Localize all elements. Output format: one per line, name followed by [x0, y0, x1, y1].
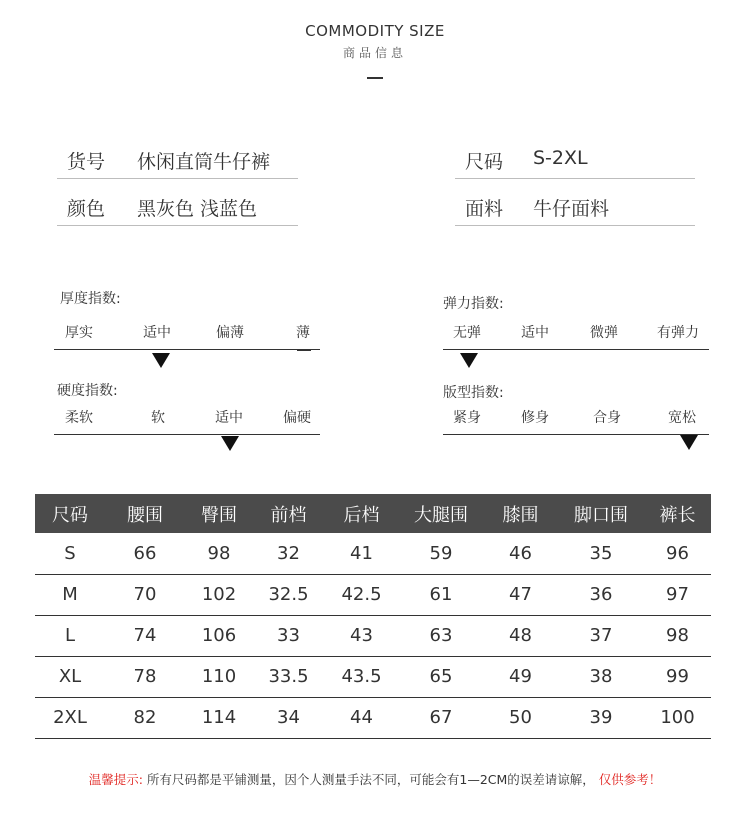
header-length: 裤长	[644, 494, 711, 533]
thickness-end-mark	[297, 349, 311, 351]
hardness-option: 适中	[215, 410, 243, 426]
thickness-option: 适中	[143, 325, 171, 341]
table-cell: 114	[185, 697, 253, 738]
fit-option: 合身	[593, 410, 621, 426]
hardness-pointer-icon	[221, 436, 239, 451]
table-cell: M	[35, 574, 105, 615]
table-cell: 46	[483, 533, 558, 574]
info-fabric	[455, 190, 695, 226]
table-row	[35, 533, 711, 574]
header-back-rise: 后档	[324, 494, 399, 533]
hardness-option: 偏硬	[283, 410, 311, 426]
table-cell: 2XL	[35, 697, 105, 738]
thickness-option: 厚实	[65, 325, 93, 341]
table-cell: 82	[105, 697, 185, 738]
thickness-title: 厚度指数:	[60, 291, 121, 307]
page-header	[0, 22, 750, 79]
fabric-value: 牛仔面料	[533, 198, 610, 220]
header-front-rise: 前档	[253, 494, 324, 533]
table-cell: 33.5	[253, 656, 324, 697]
info-size	[455, 143, 695, 179]
hardness-scale	[54, 407, 320, 435]
table-cell: 106	[185, 615, 253, 656]
item-no-value: 休闲直筒牛仔裤	[137, 151, 271, 173]
header-leg-opening: 脚口围	[558, 494, 644, 533]
table-cell: 36	[558, 574, 644, 615]
elasticity-title: 弹力指数:	[443, 296, 504, 312]
fit-pointer-icon	[680, 435, 698, 450]
hardness-option: 软	[151, 410, 165, 426]
table-cell: 32	[253, 533, 324, 574]
title-cn: 商品信息	[342, 46, 407, 60]
table-cell: 48	[483, 615, 558, 656]
fabric-label: 面料	[465, 198, 504, 220]
table-cell: 66	[105, 533, 185, 574]
size-note	[0, 770, 750, 788]
table-cell: 33	[253, 615, 324, 656]
table-cell: 98	[644, 615, 711, 656]
elasticity-option: 适中	[521, 325, 549, 341]
fit-title: 版型指数:	[443, 385, 504, 401]
header-size: 尺码	[35, 494, 105, 533]
title-en: COMMODITY SIZE	[305, 22, 445, 40]
info-item-no	[57, 143, 298, 179]
note-emphasis: 仅供参考！	[598, 772, 662, 787]
item-no-label: 货号	[67, 151, 106, 173]
table-cell: L	[35, 615, 105, 656]
table-cell: 32.5	[253, 574, 324, 615]
table-cell: 47	[483, 574, 558, 615]
table-cell: 41	[324, 533, 399, 574]
elasticity-option: 无弹	[453, 325, 481, 341]
info-color	[57, 190, 298, 226]
note-label: 温馨提示:	[88, 772, 143, 787]
table-cell: 98	[185, 533, 253, 574]
size-label: 尺码	[465, 151, 504, 173]
header-thigh: 大腿围	[399, 494, 483, 533]
fit-scale	[443, 407, 709, 435]
table-cell: 65	[399, 656, 483, 697]
table-cell: 74	[105, 615, 185, 656]
table-cell: 70	[105, 574, 185, 615]
title-divider	[367, 77, 383, 79]
table-row	[35, 574, 711, 615]
elasticity-scale	[443, 322, 709, 350]
table-row	[35, 615, 711, 656]
table-cell: 99	[644, 656, 711, 697]
elasticity-pointer-icon	[460, 353, 478, 368]
table-cell: 63	[399, 615, 483, 656]
table-cell: 61	[399, 574, 483, 615]
table-cell: 110	[185, 656, 253, 697]
fit-option: 宽松	[668, 410, 696, 426]
table-cell: 42.5	[324, 574, 399, 615]
color-value: 黑灰色 浅蓝色	[137, 198, 258, 220]
thickness-scale	[54, 322, 320, 350]
table-cell: 59	[399, 533, 483, 574]
table-cell: 96	[644, 533, 711, 574]
fit-option: 修身	[521, 410, 549, 426]
table-cell: 49	[483, 656, 558, 697]
header-knee: 膝围	[483, 494, 558, 533]
elasticity-option: 微弹	[590, 325, 618, 341]
table-cell: XL	[35, 656, 105, 697]
table-cell: 43	[324, 615, 399, 656]
size-table	[35, 494, 711, 739]
table-cell: 37	[558, 615, 644, 656]
table-row	[35, 697, 711, 738]
note-body: 所有尺码都是平铺测量，因个人测量手法不同，可能会有1—2CM的误差请谅解，	[146, 772, 595, 787]
table-cell: S	[35, 533, 105, 574]
table-cell: 100	[644, 697, 711, 738]
elasticity-option: 有弹力	[657, 325, 699, 341]
table-cell: 39	[558, 697, 644, 738]
table-cell: 38	[558, 656, 644, 697]
table-header-row	[35, 494, 711, 533]
fit-option: 紧身	[453, 410, 481, 426]
table-cell: 78	[105, 656, 185, 697]
hardness-option: 柔软	[65, 410, 93, 426]
header-waist: 腰围	[105, 494, 185, 533]
thickness-option: 偏薄	[216, 325, 244, 341]
header-hip: 臀围	[185, 494, 253, 533]
table-row	[35, 656, 711, 697]
color-label: 颜色	[67, 198, 106, 220]
size-value: S-2XL	[533, 147, 588, 169]
thickness-option: 薄	[296, 325, 310, 341]
thickness-pointer-icon	[152, 353, 170, 368]
table-cell: 50	[483, 697, 558, 738]
table-cell: 43.5	[324, 656, 399, 697]
hardness-title: 硬度指数:	[57, 383, 118, 399]
table-cell: 102	[185, 574, 253, 615]
table-cell: 35	[558, 533, 644, 574]
table-cell: 34	[253, 697, 324, 738]
table-cell: 97	[644, 574, 711, 615]
table-cell: 44	[324, 697, 399, 738]
table-cell: 67	[399, 697, 483, 738]
